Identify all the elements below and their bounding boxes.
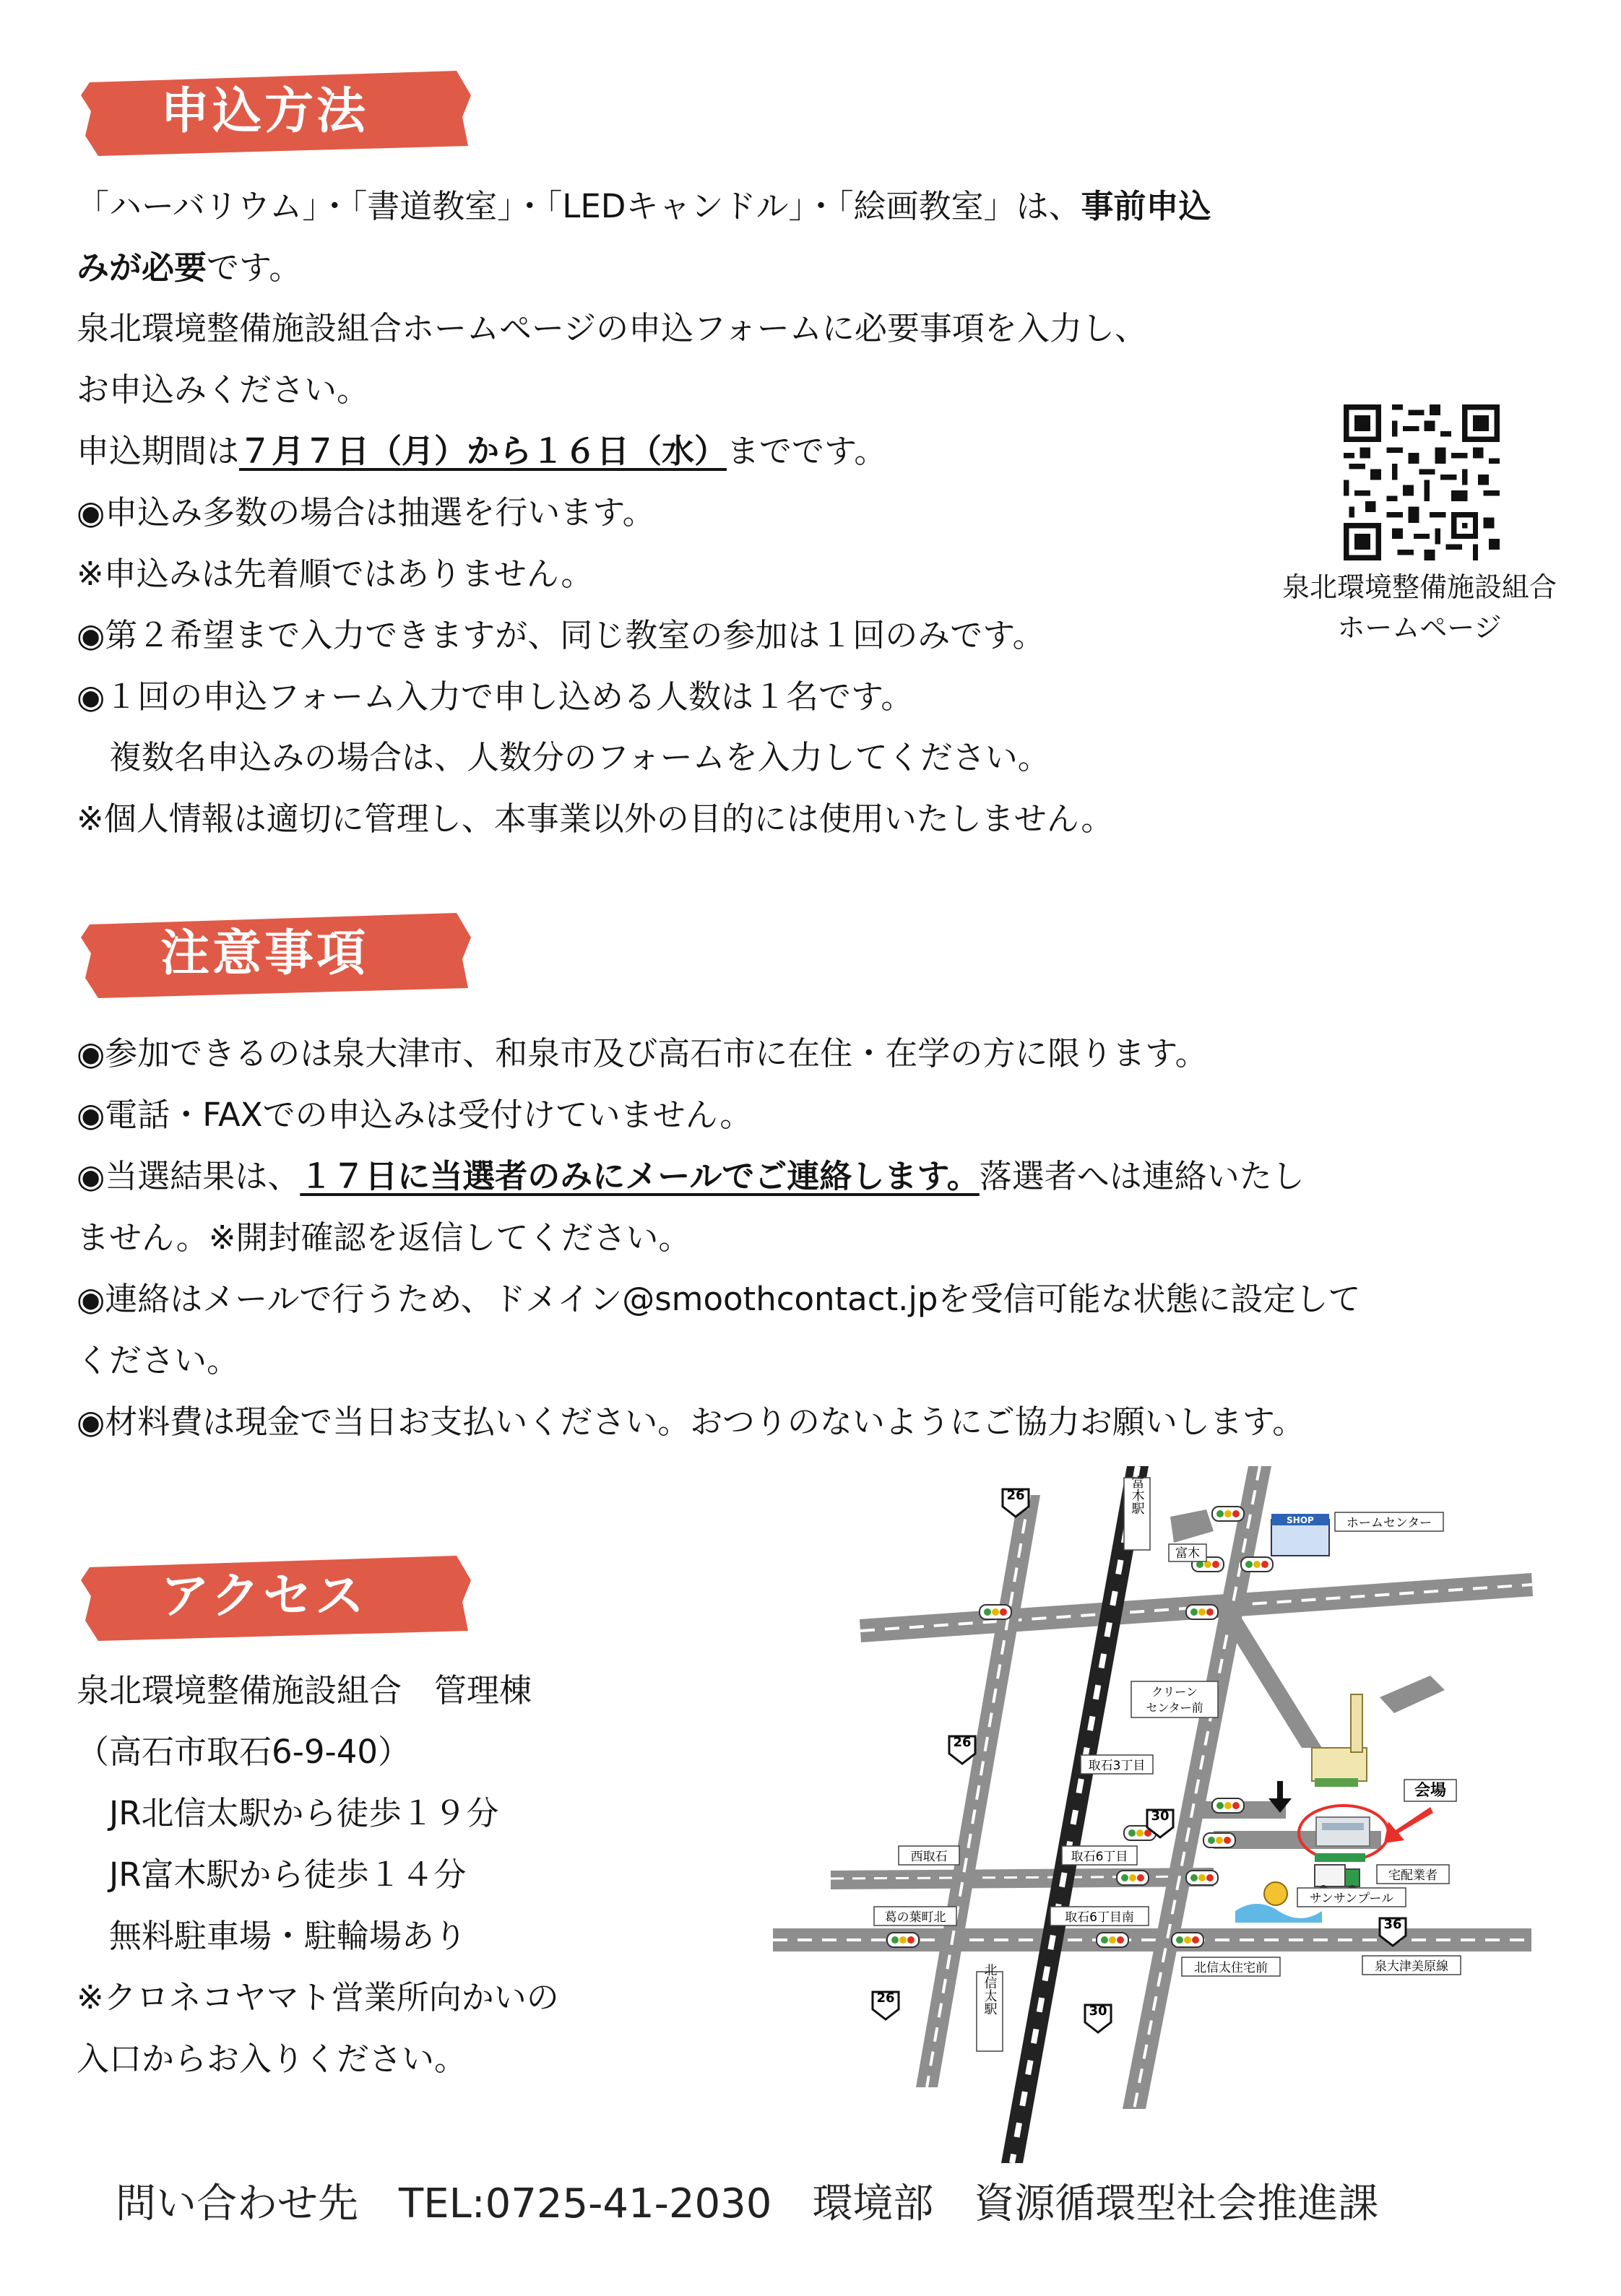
- label-tomiki: 富木: [1175, 1546, 1200, 1561]
- notes-line-4: ません。※開封確認を返信してください。: [77, 1218, 691, 1257]
- label-venue: 会場: [1414, 1782, 1447, 1800]
- section-title-access: アクセス: [160, 1568, 367, 1625]
- apply-line-10: 複数名申込みの場合は、人数分のフォームを入力してください。: [77, 738, 1050, 776]
- section-title-apply: 申込方法: [160, 83, 369, 140]
- apply-line-8: ◉第２希望まで入力できますが、同じ教室の参加は１回のみです。: [77, 616, 1045, 654]
- shop-sign: SHOP: [1287, 1515, 1314, 1525]
- apply-line-7: ※申込みは先着順ではありません。: [77, 555, 594, 593]
- text: 「ハーバリウム」・「書道教室」・「LEDキャンドル」・「絵画教室」は、: [77, 187, 1081, 225]
- qr-caption-line-2: ホームページ: [1337, 612, 1502, 644]
- text: 申込期間は: [77, 432, 240, 470]
- section-banner-notes: [81, 909, 471, 1000]
- access-line-7: 入口からお入りください。: [77, 2040, 467, 2078]
- notes-line-7: ◉材料費は現金で当日お支払いください。おつりのないようにご協力お願いします。: [77, 1403, 1305, 1441]
- route-30-south: 30: [1089, 2003, 1107, 2019]
- label-tomiki-station: 富木駅: [1129, 1476, 1145, 1515]
- access-line-4: JR富木駅から徒歩１４分: [77, 1855, 467, 1894]
- section-banner-access: [81, 1551, 471, 1642]
- apply-line-9: ◉１回の申込フォーム入力で申し込める人数は１名です。: [77, 677, 914, 716]
- label-clean-center-2: センター前: [1146, 1701, 1203, 1715]
- text: までです。: [727, 432, 887, 470]
- label-kitashinoda-jutaku: 北信太住宅前: [1194, 1961, 1268, 1975]
- route-36: 36: [1383, 1917, 1402, 1932]
- apply-line-2: [77, 246, 301, 290]
- label-home-center: ホームセンター: [1346, 1516, 1432, 1530]
- access-line-1: 泉北環境整備施設組合 管理棟: [77, 1671, 532, 1710]
- route-26-south: 26: [876, 1990, 895, 2006]
- factory-icon: [1312, 1694, 1367, 1787]
- shop-icon: [1271, 1514, 1329, 1556]
- access-line-3: JR北信太駅から徒歩１９分: [77, 1794, 499, 1832]
- apply-line-4: お申込みください。: [77, 371, 370, 409]
- qr-code[interactable]: [1344, 404, 1500, 560]
- label-kitashinoda-station: 北信太駅: [982, 1963, 998, 2015]
- apply-period-dates: ７月７日（月）から１６日（水）: [239, 432, 727, 470]
- access-line-5: 無料駐車場・駐輪場あり: [77, 1917, 467, 1955]
- venue-arrow-icon: [1384, 1807, 1433, 1843]
- label-toriishi-3: 取石3丁目: [1088, 1759, 1146, 1773]
- label-delivery: 宅配業者: [1388, 1868, 1438, 1883]
- access-line-6: ※クロネコヤマト営業所向かいの: [77, 1978, 559, 2016]
- notes-line-2: ◉電話・FAXでの申込みは受付けていません。: [77, 1096, 753, 1134]
- contact-footer: 問い合わせ先 TEL:0725-41-2030 環境部 資源循環型社会推進課: [116, 2180, 1379, 2227]
- label-kuzunoha: 葛の葉町北: [884, 1910, 946, 1925]
- notes-line-6: ください。: [77, 1341, 240, 1379]
- apply-period: [77, 429, 886, 474]
- apply-line-1: [77, 184, 1211, 229]
- access-map: [766, 1452, 1553, 2167]
- route-26-north: 26: [1006, 1488, 1025, 1503]
- text: です。: [207, 248, 302, 287]
- text: ◉当選結果は、: [77, 1157, 301, 1195]
- section-title-notes: 注意事項: [160, 925, 369, 982]
- text: 落選者へは連絡いたし: [979, 1157, 1305, 1195]
- route-26-middle: 26: [953, 1735, 972, 1750]
- notes-result-emphasis: １７日に当選者のみにメールでご連絡します。: [300, 1157, 980, 1195]
- label-nishi-toriishi: 西取石: [910, 1850, 948, 1864]
- apply-line-6: ◉申込み多数の場合は抽選を行います。: [77, 493, 655, 532]
- label-clean-center-1: クリーン: [1151, 1685, 1198, 1699]
- apply-line-11: ※個人情報は適切に管理し、本事業以外の目的には使用いたしません。: [77, 800, 1114, 838]
- emphasis: みが必要: [77, 248, 207, 287]
- label-sunsun-pool: サンサンプール: [1309, 1892, 1394, 1906]
- notes-line-1: ◉参加できるのは泉大津市、和泉市及び高石市に在住・在学の方に限ります。: [77, 1034, 1208, 1073]
- qr-caption-line-1: 泉北環境整備施設組合: [1281, 571, 1557, 603]
- notes-line-5: ◉連絡はメールで行うため、ドメイン@smoothcontact.jpを受信可能な状態に設定して: [77, 1280, 1361, 1318]
- section-banner-apply: [81, 66, 471, 157]
- label-toriishi-6: 取石6丁目: [1071, 1850, 1128, 1864]
- emphasis: 事前申込: [1081, 187, 1211, 225]
- notes-result: [77, 1154, 1305, 1199]
- apply-line-3: 泉北環境整備施設組合ホームページの申込フォームに必要事項を入力し、: [77, 309, 1147, 347]
- label-senoo-line: 泉大津美原線: [1375, 1959, 1448, 1974]
- label-toriishi-6-south: 取石6丁目南: [1065, 1910, 1134, 1925]
- access-line-2: （高石市取石6-9-40）: [77, 1733, 410, 1771]
- route-30-north: 30: [1151, 1808, 1170, 1824]
